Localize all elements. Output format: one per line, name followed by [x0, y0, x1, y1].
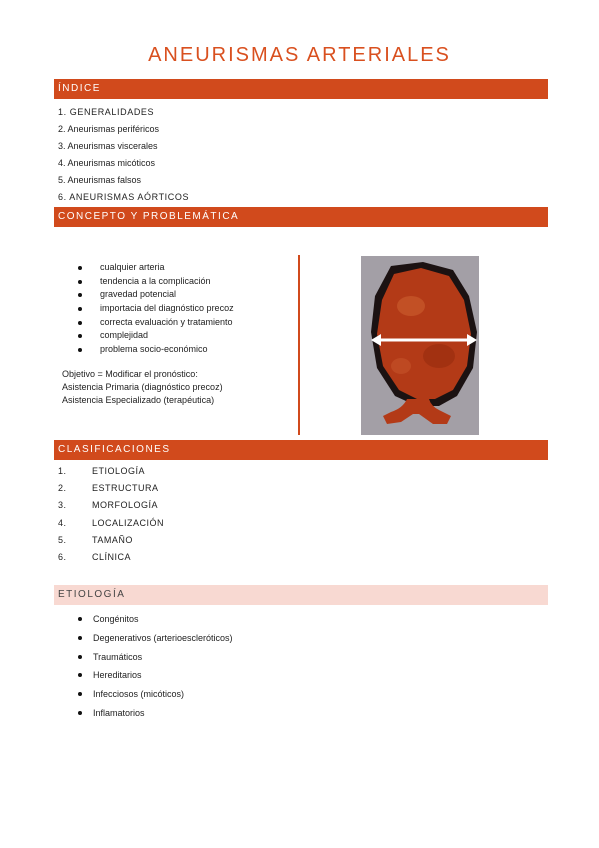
- clasificacion-item: [58, 549, 164, 566]
- section-header-concepto: CONCEPTO Y PROBLEMÁTICA: [54, 207, 548, 227]
- objetivo-line: Asistencia Especializado (terapéutica): [62, 395, 215, 405]
- item-label: MORFOLOGÍA: [92, 500, 159, 511]
- etiologia-item: Infecciosos (micóticos): [78, 685, 233, 704]
- clasificacion-item: [58, 480, 164, 497]
- section-header-clasificaciones: CLASIFICACIONES: [54, 440, 548, 460]
- index-list: [58, 104, 189, 206]
- item-label: LOCALIZACIÓN: [92, 517, 165, 528]
- concepto-item: problema socio-económico: [78, 343, 234, 357]
- etiologia-item: Congénitos: [78, 610, 233, 629]
- objetivo-line: Objetivo = Modificar el pronóstico:: [62, 369, 198, 379]
- etiologia-item: Degenerativos (arterioescleróticos): [78, 629, 233, 648]
- item-number: 2.: [58, 483, 67, 494]
- item-number: 4.: [58, 517, 67, 528]
- concepto-item: tendencia a la complicación: [78, 275, 234, 289]
- clasificacion-item: [58, 463, 164, 480]
- item-label: TAMAÑO: [92, 534, 133, 545]
- index-item: 5. Aneurismas falsos: [58, 175, 142, 185]
- clasificaciones-list: [58, 463, 164, 566]
- concepto-item: importacia del diagnóstico precoz: [78, 302, 234, 316]
- item-number: 1.: [58, 466, 67, 476]
- item-label: ESTRUCTURA: [92, 483, 159, 494]
- item-number: 3.: [58, 500, 67, 511]
- index-item: 4. Aneurismas micóticos: [58, 158, 156, 168]
- index-item: 2. Aneurismas periféricos: [58, 124, 160, 134]
- concepto-list: [78, 261, 234, 357]
- clasificacion-item: [58, 532, 164, 549]
- concepto-item: correcta evaluación y tratamiento: [78, 316, 234, 330]
- page-title: ANEURISMAS ARTERIALES: [148, 44, 451, 66]
- vertical-divider: [298, 255, 300, 435]
- objetivo-line: Asistencia Primaria (diagnóstico precoz): [62, 382, 223, 392]
- index-item: 3. Aneurismas viscerales: [58, 141, 158, 151]
- section-header-indice: ÍNDICE: [54, 79, 548, 99]
- etiologia-list: [78, 610, 233, 723]
- concepto-item: complejidad: [78, 329, 234, 343]
- etiologia-item: Traumáticos: [78, 648, 233, 667]
- index-item: 6. ANEURISMAS AÓRTICOS: [58, 192, 190, 202]
- item-number: 6.: [58, 551, 67, 562]
- etiologia-item: Inflamatorios: [78, 704, 233, 723]
- section-header-etiologia: ETIOLOGÍA: [54, 585, 548, 605]
- aneurysm-photo: [361, 256, 479, 435]
- index-item: 1. GENERALIDADES: [58, 107, 155, 117]
- item-label: CLÍNICA: [92, 551, 132, 562]
- etiologia-item: Hereditarios: [78, 666, 233, 685]
- clasificacion-item: [58, 515, 164, 532]
- objetivo-block: [62, 368, 223, 407]
- item-number: 5.: [58, 534, 67, 545]
- concepto-item: gravedad potencial: [78, 288, 234, 302]
- item-label: ETIOLOGÍA: [92, 466, 146, 476]
- clasificacion-item: [58, 497, 164, 514]
- concepto-item: cualquier arteria: [78, 261, 234, 275]
